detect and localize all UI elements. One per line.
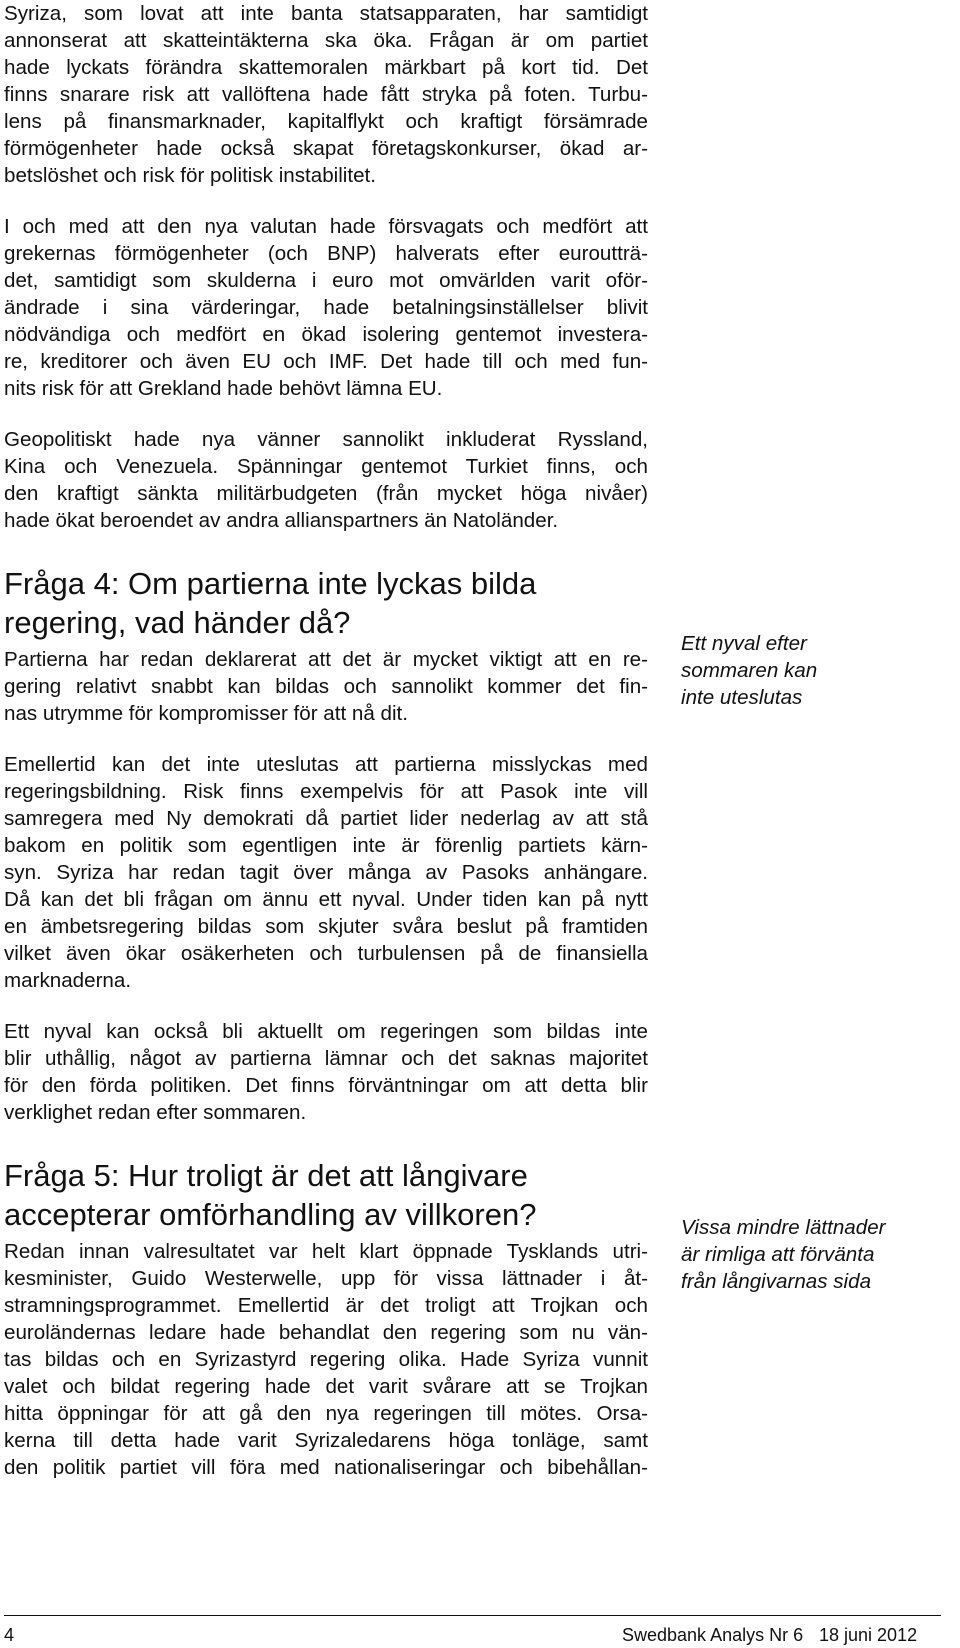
margin-note-new-election — [681, 630, 941, 711]
text-line: nas utrymme för kompromisser för att nå dit. — [4, 702, 408, 725]
text-line: en ämbetsregering bildas som skjuter svåra beslut på framtiden — [4, 915, 648, 938]
heading-line: Fråga 4: Om partierna inte lyckas bilda — [4, 566, 537, 601]
text-line: för den förda politiken. Det finns förväntningar om att detta blir — [4, 1074, 648, 1097]
text-line: annonserat att skatteintäkterna ska öka. Frågan är om partiet — [4, 29, 648, 52]
text-line: valet och bildat regering hade det varit svårare att se Trojkan — [4, 1375, 648, 1398]
text-line: hitta öppningar för att gå den nya regeringen till mötes. Orsa- — [4, 1402, 648, 1425]
text-line: syn. Syriza har redan tagit över många av Pasoks anhängare. — [4, 861, 648, 884]
text-line: vilket även ökar osäkerheten och turbulensen på de finansiella — [4, 942, 648, 965]
paragraph-parties-declared — [4, 646, 648, 727]
text-line: euroländernas ledare hade behandlat den regering som nu vän- — [4, 1321, 648, 1344]
note-line: Vissa mindre lättnader — [681, 1216, 886, 1239]
text-line: hade ökat beroendet av andra allianspartners än Natoländer. — [4, 509, 559, 532]
note-line: är rimliga att förvänta — [681, 1243, 875, 1266]
heading-line: Fråga 5: Hur troligt är det att långivare — [4, 1158, 528, 1193]
text-line: re, kreditorer och även EU och IMF. Det hade till och med fun- — [4, 350, 648, 373]
paragraph-government-formation — [4, 751, 648, 994]
text-line: Syriza, som lovat att inte banta statsapparaten, har samtidigt — [4, 2, 648, 25]
text-line: Ett nyval kan också bli aktuellt om regeringen som bildas inte — [4, 1020, 648, 1043]
main-text-column — [4, 0, 648, 1505]
paragraph-syriza-taxes — [4, 0, 648, 189]
text-line: Redan innan valresultatet var helt klart öppnade Tysklands utri- — [4, 1240, 648, 1263]
text-line: kesminister, Guido Westerwelle, upp för vissa lättnader i åt- — [4, 1267, 648, 1290]
text-line: Geopolitiskt hade nya vänner sannolikt inkluderat Ryssland, — [4, 428, 648, 451]
margin-note-lenders — [681, 1214, 941, 1295]
page-number: 4 — [4, 1625, 15, 1645]
text-line: Då kan det bli frågan om ännu ett nyval. Under tiden kan på nytt — [4, 888, 648, 911]
text-line: gering relativt snabbt kan bildas och sannolikt kommer det fin- — [4, 675, 648, 698]
text-line: det, samtidigt som skulderna i euro mot omvärlden varit oför- — [4, 269, 648, 292]
paragraph-geopolitics — [4, 426, 648, 534]
note-line: sommaren kan — [681, 659, 818, 682]
text-line: regeringsbildning. Risk finns exempelvis för att Pasok inte vill — [4, 780, 648, 803]
text-line: I och med att den nya valutan hade försvagats och medfört att — [4, 215, 648, 238]
text-line: den kraftigt sänkta militärbudgeten (från mycket höga nivåer) — [4, 482, 648, 505]
publication-name: Swedbank Analys Nr 6 — [622, 1625, 804, 1645]
paragraph-currency — [4, 213, 648, 402]
note-line: från långivarnas sida — [681, 1270, 872, 1293]
heading-line: regering, vad händer då? — [4, 605, 351, 640]
text-line: samregera med Ny demokrati då partiet lider nederlag av att stå — [4, 807, 648, 830]
text-line: grekernas förmögenheter (och BNP) halverats efter euroutträ- — [4, 242, 648, 265]
text-line: finns snarare risk att vallöftena hade fått stryka på foten. Turbu- — [4, 83, 648, 106]
text-line: förmögenheter hade också skapat företagskonkurser, ökad ar- — [4, 137, 648, 160]
note-line: Ett nyval efter — [681, 632, 807, 655]
text-line: Emellertid kan det inte uteslutas att partierna misslyckas med — [4, 753, 648, 776]
text-line: Kina och Venezuela. Spänningar gentemot Turkiet finns, och — [4, 455, 648, 478]
heading-line: accepterar omförhandling av villkoren? — [4, 1197, 537, 1232]
text-line: nits risk för att Grekland hade behövt lämna EU. — [4, 377, 443, 400]
section-heading-question-4 — [4, 564, 648, 642]
text-line: ändrade i sina värderingar, hade betalningsinställelser blivit — [4, 296, 648, 319]
text-line: den politik partiet vill föra med nationaliseringar och bibehållan- — [4, 1456, 648, 1479]
publication-date: 18 juni 2012 — [819, 1625, 918, 1645]
text-line: blir uthållig, något av partierna lämnar och det saknas majoritet — [4, 1047, 648, 1070]
text-line: tas bildas och en Syrizastyrd regering olika. Hade Syriza vunnit — [4, 1348, 648, 1371]
text-line: verklighet redan efter sommaren. — [4, 1101, 307, 1124]
note-line: inte uteslutas — [681, 686, 803, 709]
paragraph-lenders — [4, 1238, 648, 1481]
text-line: betslöshet och risk för politisk instabilitet. — [4, 164, 376, 187]
text-line: kerna till detta hade varit Syrizaledarens höga tonläge, samt — [4, 1429, 648, 1452]
text-line: marknaderna. — [4, 969, 132, 992]
paragraph-new-election — [4, 1018, 648, 1126]
text-line: nödvändiga och medfört en ökad isolering gentemot investera- — [4, 323, 648, 346]
footer-divider — [4, 1615, 941, 1616]
text-line: stramningsprogrammet. Emellertid är det troligt att Trojkan och — [4, 1294, 648, 1317]
text-line: hade lyckats förändra skattemoralen märkbart på kort tid. Det — [4, 56, 648, 79]
text-line: lens på finansmarknader, kapitalflykt och kraftigt försämrade — [4, 110, 648, 133]
section-heading-question-5 — [4, 1156, 648, 1234]
text-line: bakom en politik som egentligen inte är förenlig partiets kärn- — [4, 834, 648, 857]
text-line: Partierna har redan deklarerat att det är mycket viktigt att en re- — [4, 648, 648, 671]
